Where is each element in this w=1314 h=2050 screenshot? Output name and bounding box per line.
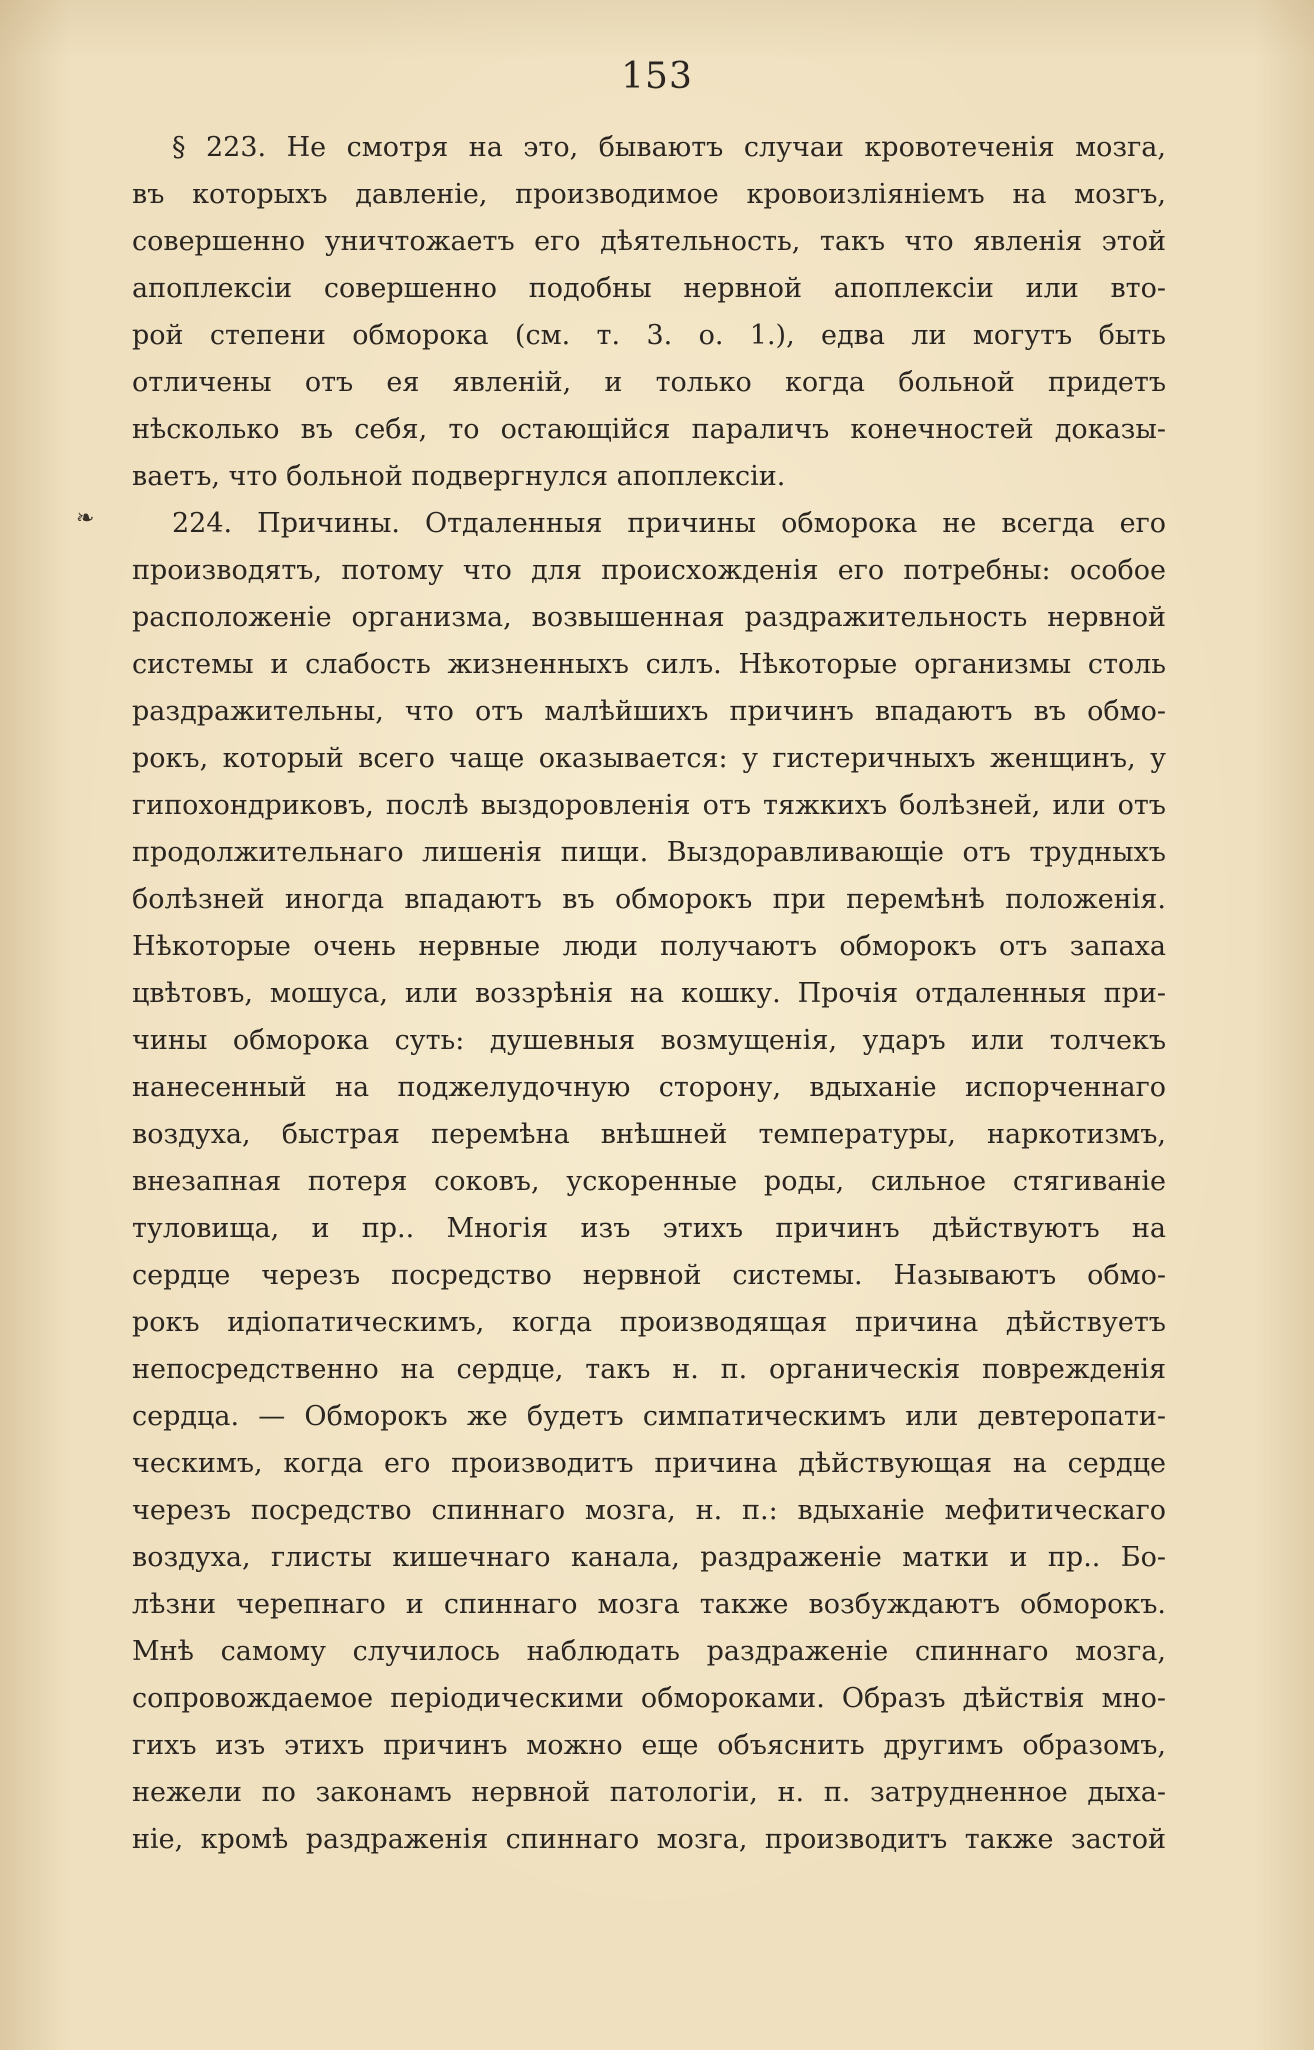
- margin-marker: ❧: [76, 506, 95, 531]
- text-line: воздуха, глисты кишечнаго канала, раздраженіе матки и пр.. Бо-: [132, 1542, 1166, 1573]
- text-line: апоплексіи совершенно подобны нервной апоплексіи или вто-: [132, 273, 1166, 304]
- text-line: Мнѣ самому случилось наблюдать раздраженіе спиннаго мозга,: [132, 1636, 1166, 1667]
- text-line: ваетъ, что больной подвергнулся апоплексіи.: [132, 461, 786, 492]
- text-line: рой степени обморока (см. т. 3. о. 1.), едва ли могутъ быть: [132, 320, 1166, 351]
- body-text: [132, 124, 1166, 1863]
- text-line: § 223. Не смотря на это, бываютъ случаи кровотеченія мозга,: [172, 132, 1166, 163]
- text-line: гихъ изъ этихъ причинъ можно еще объяснить другимъ образомъ,: [132, 1730, 1166, 1761]
- text-line: Нѣкоторые очень нервные люди получаютъ обморокъ отъ запаха: [132, 931, 1166, 962]
- text-line: ческимъ, когда его производитъ причина дѣйствующая на сердце: [132, 1448, 1166, 1479]
- text-line: рокъ идіопатическимъ, когда производящая причина дѣйствуетъ: [132, 1307, 1166, 1338]
- text-line: производятъ, потому что для происхожденія его потребны: особое: [132, 555, 1166, 586]
- text-line: рокъ, который всего чаще оказывается: у гистеричныхъ женщинъ, у: [132, 743, 1166, 774]
- text-line: въ которыхъ давленіе, производимое кровоизліяніемъ на мозгъ,: [132, 179, 1166, 210]
- text-line: нанесенный на поджелудочную сторону, вдыханіе испорченнаго: [132, 1072, 1166, 1103]
- text-line: раздражительны, что отъ малѣйшихъ причинъ впадаютъ въ обмо-: [132, 696, 1166, 727]
- text-line: цвѣтовъ, мошуса, или воззрѣнія на кошку. Прочія отдаленныя при-: [132, 978, 1166, 1009]
- text-line: нѣсколько въ себя, то остающійся параличъ конечностей доказы-: [132, 414, 1166, 445]
- text-line: непосредственно на сердце, такъ н. п. органическія поврежденія: [132, 1354, 1166, 1385]
- text-line: системы и слабость жизненныхъ силъ. Нѣкоторые организмы столь: [132, 649, 1166, 680]
- text-line: чины обморока суть: душевныя возмущенія, ударъ или толчекъ: [132, 1025, 1166, 1056]
- text-line: воздуха, быстрая перемѣна внѣшней температуры, наркотизмъ,: [132, 1119, 1166, 1150]
- text-line: болѣзней иногда впадаютъ въ обморокъ при перемѣнѣ положенія.: [132, 884, 1166, 915]
- text-line: отличены отъ ея явленій, и только когда больной придетъ: [132, 367, 1166, 398]
- text-line: продолжительнаго лишенія пищи. Выздоравливающіе отъ трудныхъ: [132, 837, 1166, 868]
- text-line: нежели по законамъ нервной патологіи, н. п. затрудненное дыха-: [132, 1777, 1166, 1808]
- text-line: 224. Причины. Отдаленныя причины обморока не всегда его: [172, 508, 1166, 539]
- text-line: черезъ посредство спиннаго мозга, н. п.: вдыханіе мефитическаго: [132, 1495, 1166, 1526]
- text-line: совершенно уничтожаетъ его дѣятельность, такъ что явленія этой: [132, 226, 1166, 257]
- text-line: сердца. — Обморокъ же будетъ симпатическимъ или девтеропати-: [132, 1401, 1166, 1432]
- text-line: сопровождаемое періодическими обмороками. Образъ дѣйствія мно-: [132, 1683, 1166, 1714]
- page-number: 153: [621, 56, 693, 97]
- text-line: лѣзни черепнаго и спиннаго мозга также возбуждаютъ обморокъ.: [132, 1589, 1166, 1620]
- text-line: сердце черезъ посредство нервной системы. Называютъ обмо-: [132, 1260, 1166, 1291]
- text-line: ніе, кромѣ раздраженія спиннаго мозга, производитъ также застой: [132, 1824, 1166, 1855]
- text-line: туловища, и пр.. Многія изъ этихъ причинъ дѣйствуютъ на: [132, 1213, 1166, 1244]
- text-line: расположеніе организма, возвышенная раздражительность нервной: [132, 602, 1166, 633]
- text-line: гипохондриковъ, послѣ выздоровленія отъ тяжкихъ болѣзней, или отъ: [132, 790, 1166, 821]
- text-line: внезапная потеря соковъ, ускоренные роды, сильное стягиваніе: [132, 1166, 1166, 1197]
